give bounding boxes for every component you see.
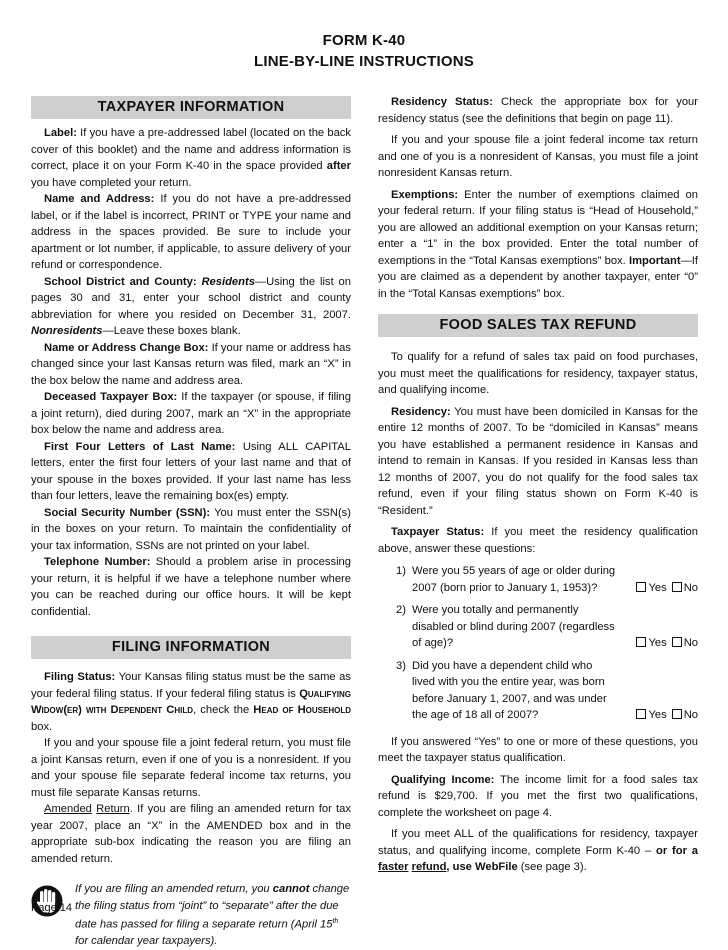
- question-3-text: Did you have a dependent child who lived with you the entire year, was born before January 1, 2007, and was under the age of 18 all of 2007?: [412, 659, 607, 721]
- taxpayer-status-lead: Taxpayer Status:: [391, 526, 485, 538]
- right-column: [378, 94, 698, 876]
- first-four-lead: First Four Letters of Last Name:: [44, 440, 236, 453]
- note-cannot: cannot: [272, 883, 310, 895]
- exemptions-important: Important: [629, 254, 681, 267]
- form-name: FORM K-40: [322, 32, 406, 49]
- question-2: 2) Were you totally and permanently disabled or blind during 2007 (regardless of age)? Yes No: [378, 602, 698, 652]
- left-column: [31, 94, 351, 950]
- qualifying-widow-term: Qualifying Widow(er) with Dependent Child: [31, 687, 351, 716]
- question-1-yes-checkbox[interactable]: Yes: [636, 580, 666, 597]
- name-change-paragraph: [31, 340, 351, 390]
- deceased-text: If the taxpayer (or spouse, if filing a joint return), died during 2007, mark an “X” in the appropriate box below the name and address area.: [31, 391, 351, 436]
- filing-information-heading: FILING INFORMATION: [31, 636, 351, 659]
- head-of-household-term: Head of Household: [253, 704, 351, 716]
- question-2-no-checkbox[interactable]: No: [672, 635, 698, 652]
- filing-status-paragraph: [31, 669, 351, 735]
- food-sales-tax-heading: FOOD SALES TAX REFUND: [378, 314, 698, 337]
- exemptions-end: —If you are claimed as a dependent by another taxpayer, enter “0” in the “Total Kansas exemptions” box.: [378, 254, 698, 300]
- school-residents: Residents: [201, 275, 255, 288]
- return-term: Return: [96, 803, 130, 815]
- amended-text: . If you are filing an amended return for tax year 2007, place an “X” in the AMENDED box and in the appropriate sub-box indicating the reason you are filing an amended return.: [31, 803, 351, 865]
- filing-status-end: box.: [31, 720, 53, 733]
- question-2-text: Were you totally and permanently disabled or blind during 2007 (regardless of age)?: [412, 604, 615, 649]
- amended-note-text: If you are filing an amended return, you cannot change the filing status from “joint” to “separate” after the due date has passed for filing a separate return (April 15th for calendar year taxpayers).: [75, 883, 350, 948]
- name-address-paragraph: [31, 191, 351, 274]
- exemptions-lead: Exemptions:: [391, 188, 459, 201]
- faster-term: faster: [378, 861, 409, 873]
- taxpayer-status-text: If you meet the residency qualification above, answer these questions:: [378, 526, 699, 555]
- name-change-text: If your name or address has changed since your last Kansas return was filed, mark an “X” in the box below the name and address area.: [31, 341, 351, 387]
- qualifying-income-paragraph: [378, 772, 698, 822]
- taxpayer-status-paragraph: [378, 524, 698, 557]
- page-header: [0, 30, 728, 72]
- filing-status-text: Your Kansas filing status must be the same as your federal filing status. If your federal filing status is: [31, 671, 351, 700]
- deceased-lead: Deceased Taxpayer Box:: [44, 391, 178, 403]
- question-1-no-checkbox[interactable]: No: [672, 580, 698, 597]
- question-3-yes-checkbox[interactable]: Yes: [636, 707, 666, 724]
- ssn-text: You must enter the SSN(s) in the boxes on your return. To maintain the confidentiality of your tax information, SSNs are not printed on your label.: [31, 506, 351, 552]
- deceased-paragraph: [31, 389, 351, 439]
- label-text: If you have a pre-addressed label (located on the back cover of this booklet) and the name and address information is correct, place it on your Form K-40 in the space provided: [31, 127, 351, 172]
- joint-nonresident-paragraph: If you and your spouse file a joint federal income tax return and one of you is a nonresident of Kansas, you must file a joint nonresident Kansas return.: [378, 134, 698, 179]
- qualifying-income-lead: Qualifying Income:: [391, 773, 495, 786]
- residency-status-text: Check the appropriate box for your residency status (see the definitions that begin on page 11).: [378, 96, 698, 125]
- answered-yes-paragraph: If you answered “Yes” to one or more of these questions, you meet the taxpayer status qualification.: [378, 735, 698, 764]
- question-1-text: Were you 55 years of age or older during 2007 (born prior to January 1, 1953)?: [412, 565, 616, 594]
- amended-return-paragraph: [31, 801, 351, 867]
- label-end: you have completed your return.: [31, 176, 192, 189]
- food-intro-paragraph: To qualify for a refund of sales tax paid on food purchases, you must meet the qualifications for residency, taxpayer status, and qualifying income.: [378, 351, 698, 396]
- telephone-paragraph: [31, 554, 351, 620]
- first-four-text: Using ALL CAPITAL letters, enter the first four letters of your last name and that of your spouse in the boxes provided. If your last name has less than four letters, leave the remaining box(es) empty.: [31, 440, 351, 502]
- food-residency-text: You must have been domiciled in Kansas for the entire 12 months of 2007. To be “domiciled in Kansas” means you have established a permanent residence in Kansas and intend to remain in Kansas. If you resided in Kansas less than 12 months of 2007, you do not qualify for the food sales tax refund, even if your filing status shown on Form K-40 is “Resident.”: [378, 405, 698, 517]
- taxpayer-information-heading: TAXPAYER INFORMATION: [31, 96, 351, 119]
- amended-term: Amended: [44, 803, 92, 815]
- amended-note: [31, 881, 351, 950]
- page-title: LINE-BY-LINE INSTRUCTIONS: [253, 53, 474, 70]
- refund-term: refund: [411, 861, 447, 873]
- name-change-lead: Name or Address Change Box:: [44, 341, 209, 354]
- first-four-letters-paragraph: [31, 439, 351, 505]
- residency-status-paragraph: [378, 94, 698, 127]
- school-district-text: —Using the list on pages 30 and 31, enter your school district and county abbreviation for where you resided on December 31, 2007.: [31, 275, 351, 321]
- residency-status-lead: Residency Status:: [391, 96, 493, 108]
- school-district-end: —Leave these boxes blank.: [102, 325, 241, 337]
- filing-status-mid: , check the: [193, 704, 254, 716]
- question-1: 1) Were you 55 years of age or older during 2007 (born prior to January 1, 1953)? Yes No: [378, 563, 698, 596]
- or-for-a: or for a: [656, 844, 698, 857]
- ssn-lead: Social Security Number (SSN):: [44, 506, 211, 519]
- note-superscript: th: [332, 918, 339, 925]
- school-nonresidents: Nonresidents: [31, 325, 103, 337]
- label-lead: Label:: [44, 127, 77, 139]
- question-3-no-checkbox[interactable]: No: [672, 707, 698, 724]
- food-residency-paragraph: [378, 404, 698, 520]
- use-webfile: , use WebFile: [446, 861, 518, 873]
- school-district-paragraph: [31, 274, 351, 340]
- question-2-yes-checkbox[interactable]: Yes: [636, 635, 666, 652]
- food-residency-lead: Residency:: [391, 405, 451, 418]
- qualifying-income-text: The income limit for a food sales tax refund is $29,700. If you met the first two qualifications, complete the worksheet on page 4.: [378, 773, 698, 819]
- exemptions-paragraph: [378, 187, 698, 303]
- all-qualifications-paragraph: If you meet ALL of the qualifications for residency, taxpayer status, and qualifying income, complete Form K-40 – or for a faster refund, use WebFile (see page 3).: [378, 828, 698, 873]
- label-paragraph: [31, 125, 351, 191]
- joint-return-paragraph: If you and your spouse file a joint federal return, you must file a joint Kansas return, even if one of you is a nonresident. If you and your spouse file separate federal income tax returns, you must file separate Kansas returns.: [31, 737, 351, 799]
- filing-status-lead: Filing Status:: [44, 671, 116, 683]
- exemptions-text: Enter the number of exemptions claimed on your federal return. If your filing status is “Head of Household,” you are allowed an additional exemption on your Kansas return; enter a “1” in the box provided. Enter the total number of exemptions in the “Total Kansas exemptions” box.: [378, 188, 698, 267]
- telephone-lead: Telephone Number:: [44, 556, 151, 568]
- page-number: Page 14: [31, 902, 72, 914]
- school-district-lead: School District and County:: [44, 275, 202, 288]
- telephone-text: Should a problem arise in processing your return, it is helpful if we have a telephone number where you can be reached during our office hours. It will be kept confidential.: [31, 556, 352, 618]
- ssn-paragraph: [31, 505, 351, 555]
- label-after: after: [326, 160, 351, 172]
- name-address-text: If you do not have a pre-addressed label, or if the label is incorrect, PRINT or TYPE your name and address in the spaces provided. Be sure to include your apartment or lot number, if applicable, to assure delivery of your refund or correspondence.: [31, 193, 351, 271]
- question-3: 3) Did you have a dependent child who lived with you the entire year, was born before January 1, 2007, and was under the age of 18 all of 2007? Yes No: [378, 658, 698, 724]
- name-address-lead: Name and Address:: [44, 193, 155, 205]
